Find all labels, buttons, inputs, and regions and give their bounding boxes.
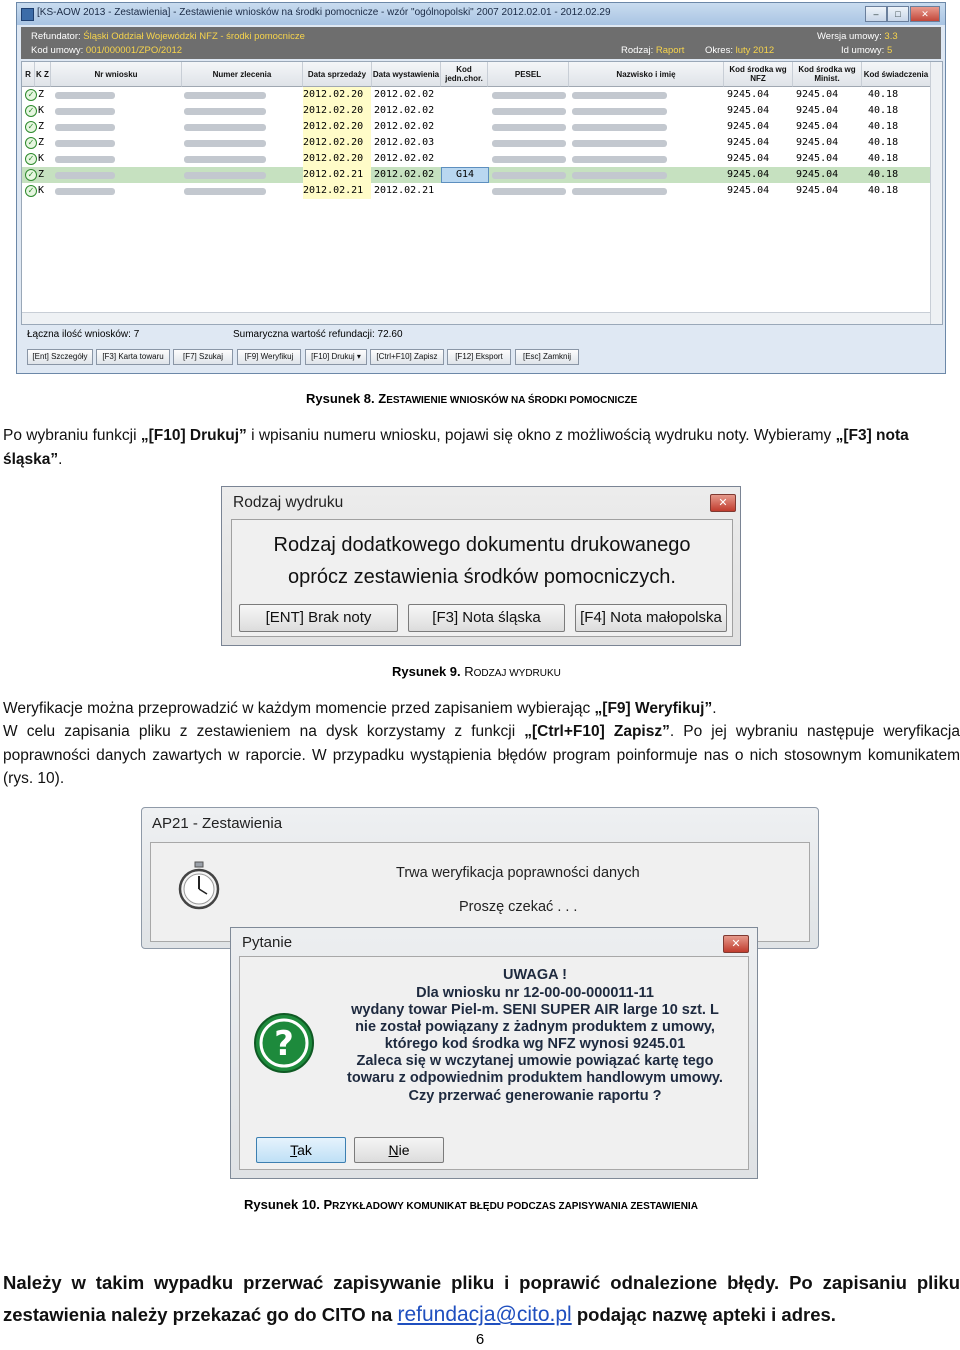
table-row[interactable] — [22, 135, 930, 151]
cell-pesel — [492, 156, 566, 163]
cell-data-sprzedazy: 2012.02.20 — [303, 87, 371, 103]
cell-pesel — [492, 124, 566, 131]
umowa-info — [31, 45, 182, 56]
cell-numer-zlecenia — [184, 140, 266, 147]
wnioski-table — [21, 61, 943, 325]
silesian-note-button[interactable]: [F3] Nota śląska — [408, 604, 565, 632]
maximize-button[interactable]: □ — [887, 6, 909, 22]
window-title: [KS-AOW 2013 - Zestawienia] - Zestawienie wniosków na środki pomocnicze - wzór "ogólnopolski" 2007 2012.02.01 - 2012.02.29 — [37, 7, 611, 18]
cell-data-wystawienia: 2012.02.21 — [374, 185, 435, 196]
wersja-value: 3.3 — [884, 31, 898, 42]
para3-bold-1: „[Ctrl+F10] Zapisz” — [524, 723, 670, 740]
cell-kz: K — [38, 185, 45, 196]
cell-numer-zlecenia — [184, 172, 266, 179]
yes-button[interactable] — [256, 1137, 346, 1163]
cell-data-sprzedazy: 2012.02.21 — [303, 183, 371, 199]
dialog-close-button[interactable] — [710, 494, 736, 512]
cell-pesel — [492, 188, 566, 195]
no-note-button[interactable]: [ENT] Brak noty — [239, 604, 398, 632]
cell-kod-jedn: G14 — [441, 167, 489, 183]
cell-nr-wniosku — [55, 92, 115, 99]
table-row[interactable] — [22, 87, 930, 103]
figure-8-initial: Z — [378, 391, 387, 406]
cell-numer-zlecenia — [184, 108, 266, 115]
cell-numer-zlecenia — [184, 188, 266, 195]
cell-data-sprzedazy: 2012.02.20 — [303, 119, 371, 135]
cell-kod-swiadczenia: 40.18 — [868, 89, 899, 100]
cell-nr-wniosku — [55, 108, 115, 115]
table-row[interactable] — [22, 167, 930, 183]
contract-info-bar — [21, 27, 941, 59]
ok-check-icon: ✓ — [25, 169, 37, 181]
search-button[interactable]: [F7] Szukaj — [173, 349, 233, 365]
status-bar — [21, 325, 941, 343]
total-refund: Sumaryczna wartość refundacji: 72.60 — [233, 329, 403, 340]
cell-kod-jedn — [441, 103, 487, 119]
cell-numer-zlecenia — [184, 92, 266, 99]
yes-label-post: ak — [297, 1142, 312, 1158]
table-row[interactable] — [22, 183, 930, 199]
verification-message: Trwa weryfikacja poprawności danych — [396, 865, 640, 881]
cell-kod-nfz: 9245.04 — [727, 137, 770, 148]
wersja-label: Wersja umowy: — [817, 31, 882, 42]
table-row[interactable] — [22, 103, 930, 119]
cell-kz: Z — [38, 169, 45, 180]
cell-data-wystawienia: 2012.02.03 — [374, 137, 435, 148]
figure-8-number: Rysunek 8. — [306, 391, 379, 406]
zestawienia-window — [16, 2, 946, 374]
paragraph-verify — [3, 697, 960, 721]
print-type-dialog — [221, 486, 741, 646]
export-button[interactable]: [F12] Eksport — [447, 349, 511, 365]
table-row[interactable] — [22, 119, 930, 135]
wersja-info — [817, 31, 898, 42]
okres-label: Okres: — [705, 45, 733, 56]
umowa-value: 001/000001/ZPO/2012 — [85, 45, 183, 56]
close-icon: ✕ — [718, 497, 728, 509]
cell-kod-minist: 9245.04 — [796, 137, 839, 148]
cell-kod-minist: 9245.04 — [796, 121, 839, 132]
figure-9-initial: R — [464, 664, 474, 679]
cell-data-sprzedazy: 2012.02.20 — [303, 103, 371, 119]
col-header-kod-jedn[interactable]: Kod jedn.chor. — [441, 62, 488, 87]
warning-line-3: nie został powiązany z żadnym produktem z umowy, — [355, 1019, 715, 1035]
ok-check-icon: ✓ — [25, 137, 37, 149]
cell-nazwisko — [572, 156, 667, 163]
dialog-message-line-1: Rodzaj dodatkowego dokumentu drukowanego — [273, 534, 691, 556]
cell-kz: Z — [38, 121, 45, 132]
cell-nazwisko — [572, 92, 667, 99]
horizontal-scrollbar[interactable] — [22, 312, 930, 324]
cell-kz: Z — [38, 137, 45, 148]
refundator-value: Śląski Oddział Wojewódzki NFZ - środki pomocnicze — [83, 31, 305, 42]
close-window-button[interactable]: [Esc] Zamknij — [515, 349, 579, 365]
cell-kod-minist: 9245.04 — [796, 153, 839, 164]
rodzaj-label: Rodzaj: — [621, 45, 654, 56]
cell-kz: K — [38, 105, 45, 116]
save-button[interactable]: [Ctrl+F10] Zapisz — [370, 349, 444, 365]
cell-kod-nfz: 9245.04 — [727, 185, 770, 196]
question-body — [239, 956, 749, 1170]
col-header-nr-wniosku[interactable]: Nr wniosku — [51, 62, 182, 87]
cell-kod-nfz: 9245.04 — [727, 89, 770, 100]
final-instruction — [3, 1267, 960, 1331]
cell-kod-swiadczenia: 40.18 — [868, 121, 899, 132]
cell-data-wystawienia: 2012.02.02 — [374, 105, 435, 116]
para3-text-2: . Po jej wybraniu następuje weryfikacja poprawności danych zawartych w raporcie. W przypadku wystąpienia błędów program poinformuje nas o nich stosownym komunikatem (rys. 10). — [3, 723, 960, 787]
cell-nazwisko — [572, 124, 667, 131]
cell-kod-jedn — [441, 119, 487, 135]
okres-value: luty 2012 — [735, 45, 775, 56]
para1-text-3: . — [58, 450, 63, 468]
figure-9-title: ODZAJ WYDRUKU — [473, 668, 561, 679]
cell-nazwisko — [572, 140, 667, 147]
paragraph-save — [3, 720, 960, 791]
cell-data-wystawienia: 2012.02.02 — [374, 169, 435, 180]
rodzaj-info — [621, 45, 684, 56]
ok-check-icon: ✓ — [25, 89, 37, 101]
dialog-title: Rodzaj wydruku — [233, 494, 344, 511]
yes-label-accel: T — [290, 1142, 298, 1158]
cell-numer-zlecenia — [184, 156, 266, 163]
id-info — [841, 45, 892, 56]
cell-nr-wniosku — [55, 172, 115, 179]
close-button[interactable]: ✕ — [910, 6, 940, 22]
svg-text:?: ? — [274, 1024, 294, 1064]
cell-data-sprzedazy: 2012.02.20 — [303, 135, 371, 151]
cell-pesel — [492, 92, 566, 99]
final-text-1: Należy w takim wypadku przerwać zapisywanie pliku i poprawić odnalezione błędy. Po zapisaniu pliku zestawienia należy przekazać go do CITO na — [3, 1272, 960, 1325]
figure-10-number: Rysunek 10. — [244, 1197, 324, 1212]
ok-check-icon: ✓ — [25, 121, 37, 133]
cell-kod-jedn — [441, 151, 487, 167]
id-label: Id umowy: — [841, 45, 885, 56]
cell-data-wystawienia: 2012.02.02 — [374, 153, 435, 164]
cell-kod-nfz: 9245.04 — [727, 153, 770, 164]
para1-text-1: Po wybraniu funkcji — [3, 427, 141, 444]
total-count: Łączna ilość wniosków: 7 — [27, 329, 140, 340]
cell-pesel — [492, 140, 566, 147]
refundator-label: Refundator: — [31, 31, 81, 42]
page-number: 6 — [475, 1331, 485, 1348]
no-label-post: ie — [398, 1142, 410, 1158]
cell-kod-minist: 9245.04 — [796, 169, 839, 180]
warning-line-5: Zaleca się w wczytanej umowie powiązać kartę tego — [356, 1053, 714, 1069]
cell-nr-wniosku — [55, 124, 115, 131]
final-text-2: podając nazwę apteki i adres. — [571, 1304, 836, 1325]
no-button[interactable] — [354, 1137, 444, 1163]
figure-10-caption — [244, 1197, 698, 1212]
cell-kod-swiadczenia: 40.18 — [868, 105, 899, 116]
cell-nazwisko — [572, 172, 667, 179]
cell-nr-wniosku — [55, 156, 115, 163]
vertical-scrollbar[interactable] — [930, 62, 942, 324]
rodzaj-value: Raport — [655, 45, 685, 56]
para2-bold-1: „[F9] Weryfikuj” — [594, 700, 713, 717]
figure-8-title: ESTAWIENIE WNIOSKÓW NA ŚRODKI POMOCNICZE — [386, 395, 638, 406]
warning-question: Czy przerwać generowanie raportu ? — [408, 1088, 662, 1104]
cell-kod-minist: 9245.04 — [796, 185, 839, 196]
cell-kod-nfz: 9245.04 — [727, 121, 770, 132]
cell-kod-swiadczenia: 40.18 — [868, 137, 899, 148]
para3-text-1: W celu zapisania pliku z zestawieniem na dysk korzystamy z funkcji — [3, 723, 525, 740]
refundator-info — [31, 31, 305, 42]
col-header-data-sprzedazy[interactable]: Data sprzedaży — [303, 62, 372, 87]
cell-data-wystawienia: 2012.02.02 — [374, 121, 435, 132]
col-header-kz[interactable]: K Z — [35, 62, 51, 87]
cell-pesel — [492, 108, 566, 115]
col-header-r[interactable]: R — [22, 62, 35, 87]
warning-heading: UWAGA ! — [503, 967, 567, 983]
warning-line-6: towaru z odpowiednim produktem handlowym umowy. — [347, 1070, 723, 1086]
ok-check-icon: ✓ — [25, 185, 37, 197]
cell-kod-jedn — [441, 183, 487, 199]
cell-kod-swiadczenia: 40.18 — [868, 169, 899, 180]
print-button-label: [F10] Drukuj — [311, 352, 355, 361]
figure-8-caption — [306, 391, 637, 406]
ok-check-icon: ✓ — [25, 105, 37, 117]
figure-9-number: Rysunek 9. — [392, 664, 465, 679]
cell-kod-nfz: 9245.04 — [727, 105, 770, 116]
figure-10-title: RZYKŁADOWY KOMUNIKAT BŁĘDU PODCZAS ZAPISYWANIA ZESTAWIENIA — [332, 1201, 698, 1212]
email-link[interactable]: refundacja@cito.pl — [397, 1303, 572, 1326]
app-icon — [21, 8, 34, 21]
question-close-button[interactable] — [723, 935, 749, 953]
stopwatch-icon — [177, 861, 221, 911]
col-header-nazwisko[interactable]: Nazwisko i imię — [569, 62, 724, 87]
cell-pesel — [492, 172, 566, 179]
col-header-numer-zlecenia[interactable]: Numer zlecenia — [182, 62, 303, 87]
col-header-kod-minist[interactable]: Kod środka wg Minist. — [793, 62, 862, 87]
question-title: Pytanie — [242, 934, 293, 951]
cell-kz: K — [38, 153, 45, 164]
question-dialog — [230, 927, 758, 1179]
verify-button[interactable]: [F9] Weryfikuj — [237, 349, 301, 365]
paragraph-print — [3, 424, 960, 471]
question-mark-icon — [253, 1012, 315, 1074]
dialog-message-line-2: oprócz zestawienia środków pomocniczych. — [288, 566, 676, 588]
verification-title: AP21 - Zestawienia — [152, 815, 283, 832]
cell-kod-nfz: 9245.04 — [727, 169, 770, 180]
no-label-accel: N — [388, 1142, 399, 1158]
para1-text-2: i wpisaniu numeru wniosku, pojawi się okno z możliwością wydruku noty. Wybieramy — [246, 427, 836, 444]
umowa-label: Kod umowy: — [31, 45, 84, 56]
close-icon: ✕ — [731, 938, 741, 950]
cell-kod-jedn — [441, 87, 487, 103]
okres-info — [705, 45, 774, 56]
figure-9-caption — [392, 664, 561, 679]
dialog-body — [231, 519, 733, 637]
warning-line-4: którego kod środka wg NFZ wynosi 9245.01 — [384, 1036, 686, 1052]
para2-text-2: . — [712, 700, 717, 717]
cell-nr-wniosku — [55, 188, 115, 195]
cell-data-sprzedazy: 2012.02.20 — [303, 151, 371, 167]
cell-kod-jedn — [441, 135, 487, 151]
col-header-pesel[interactable]: PESEL — [488, 62, 569, 87]
cell-data-sprzedazy: 2012.02.21 — [303, 167, 371, 183]
details-button[interactable]: [Ent] Szczegóły — [27, 349, 93, 365]
figure-10-initial: P — [323, 1197, 333, 1212]
product-card-button[interactable]: [F3] Karta towaru — [96, 349, 170, 365]
cell-nazwisko — [572, 108, 667, 115]
cell-kod-swiadczenia: 40.18 — [868, 153, 899, 164]
col-header-kod-swiadczenia[interactable]: Kod świadczenia — [862, 62, 931, 87]
warning-line-2: wydany towar Piel-m. SENI SUPER AIR large 10 szt. L — [351, 1002, 719, 1018]
id-value: 5 — [886, 45, 893, 56]
col-header-kod-nfz[interactable]: Kod środka wg NFZ — [724, 62, 793, 87]
cell-numer-zlecenia — [184, 124, 266, 131]
cell-kod-minist: 9245.04 — [796, 89, 839, 100]
cell-nr-wniosku — [55, 140, 115, 147]
cell-kod-minist: 9245.04 — [796, 105, 839, 116]
table-row[interactable] — [22, 151, 930, 167]
cell-nazwisko — [572, 188, 667, 195]
lesser-poland-note-button[interactable]: [F4] Nota małopolska — [575, 604, 727, 632]
para2-text-1: Weryfikacje można przeprowadzić w każdym momencie przed zapisaniem wybierając — [3, 700, 595, 717]
minimize-button[interactable]: – — [865, 6, 887, 22]
window-titlebar — [17, 3, 945, 25]
para1-bold-1: „[F10] Drukuj” — [140, 427, 247, 444]
print-button[interactable] — [305, 349, 367, 365]
warning-line-1: Dla wniosku nr 12-00-00-000011-11 — [416, 985, 654, 1001]
cell-data-wystawienia: 2012.02.02 — [374, 89, 435, 100]
cell-kod-swiadczenia: 40.18 — [868, 185, 899, 196]
cell-kz: Z — [38, 89, 45, 100]
ok-check-icon: ✓ — [25, 153, 37, 165]
please-wait-message: Proszę czekać . . . — [459, 899, 578, 915]
col-header-data-wystawienia[interactable]: Data wystawienia — [372, 62, 441, 87]
para1-bold-2: „[F3] nota śląska” — [3, 427, 909, 468]
function-button-bar — [21, 347, 941, 369]
dropdown-arrow-icon: ▾ — [354, 352, 361, 361]
